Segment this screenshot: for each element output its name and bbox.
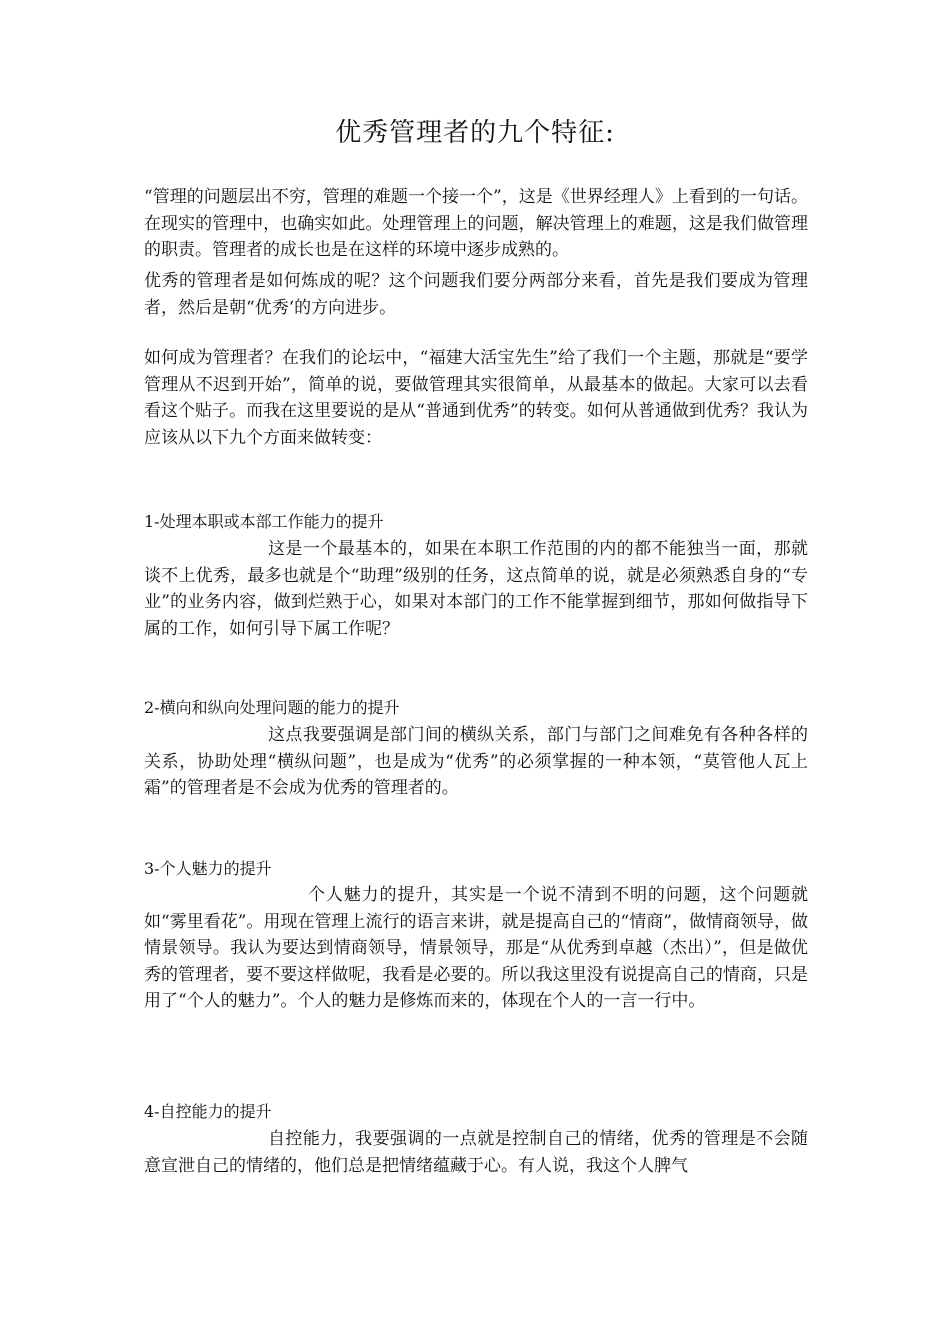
section-4-body: 自控能力，我要强调的一点就是控制自己的情绪，优秀的管理是不会随意宣泄自己的情绪的，他们总是把情绪蕴藏于心。有人说，我这个人脾气	[144, 1129, 808, 1176]
section-4-heading: 4-自控能力的提升	[144, 1102, 272, 1121]
section-1-body: 这是一个最基本的，如果在本职工作范围的内的都不能独当一面，那就谈不上优秀，最多也就是个“助理”级别的任务，这点简单的说，就是必须熟悉自身的“专业”的业务内容，做到烂熟于心，如果对本部门的工作不能掌握到细节，那如何做指导下属的工作，如何引导下属工作呢？	[144, 539, 808, 639]
section-2-heading: 2-横向和纵向处理问题的能力的提升	[144, 698, 400, 717]
section-1-heading: 1-处理本职或本部工作能力的提升	[144, 512, 384, 531]
section-2-body: 这点我要强调是部门间的横纵关系，部门与部门之间难免有各种各样的关系，协助处理“横纵问题”，也是成为“优秀”的必须掌握的一种本领，“莫管他人瓦上霜”的管理者是不会成为优秀的管理者的。	[144, 725, 808, 798]
intro-paragraph-2: 优秀的管理者是如何炼成的呢？这个问题我们要分两部分来看，首先是我们要成为管理者，然后是朝“优秀‘的方向进步。	[144, 271, 808, 318]
section-3-heading: 3-个人魅力的提升	[144, 859, 272, 878]
intro-paragraph-3: 如何成为管理者？在我们的论坛中，“福建大活宝先生”给了我们一个主题，那就是“要学管理从不迟到开始”，简单的说，要做管理其实很简单，从最基本的做起。大家可以去看看这个贴子。而我在这里要说的是从“普通到优秀”的转变。如何从普通做到优秀？我认为应该从以下九个方面来做转变：	[144, 348, 808, 448]
document-title: 优秀管理者的九个特征:	[335, 118, 615, 148]
section-3-body: 个人魅力的提升，其实是一个说不清到不明的问题，这个问题就如“雾里看花”。用现在管理上流行的语言来讲，就是提高自己的“情商”，做情商领导，做情景领导。我认为要达到情商领导，情景领导，那是“从优秀到卓越（杰出）”，但是做优秀的管理者，要不要这样做呢，我看是必要的。所以我这里没有说提高自己的情商，只是用了“个人的魅力”。个人的魅力是修炼而来的，体现在个人的一言一行中。	[144, 885, 808, 1011]
intro-paragraph-1: “管理的问题层出不穷，管理的难题一个接一个”，这是《世界经理人》上看到的一句话。在现实的管理中，也确实如此。处理管理上的问题，解决管理上的难题，这是我们做管理的职责。管理者的成长也是在这样的环境中逐步成熟的。	[144, 187, 808, 260]
